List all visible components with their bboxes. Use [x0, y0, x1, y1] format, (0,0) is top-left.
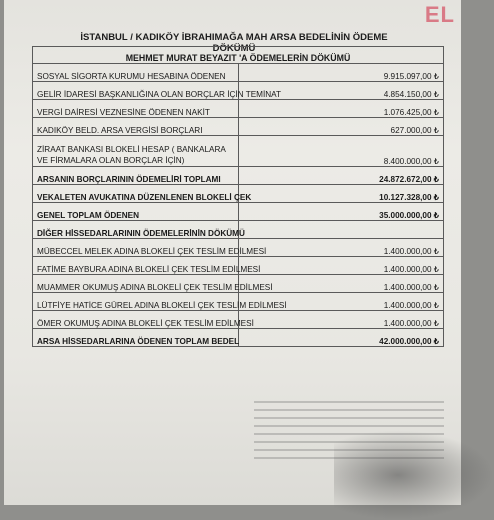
final-total-row	[33, 329, 444, 347]
row-amount: 4.854.150,00 ₺	[238, 82, 444, 100]
table-row	[33, 293, 444, 311]
row-label: LÜTFİYE HATİCE GÜREL ADINA BLOKELİ ÇEK TESLİM EDİLMESİ	[33, 293, 239, 311]
photo-shadow	[334, 430, 494, 520]
table-row	[33, 257, 444, 275]
row-label: KADIKÖY BELD. ARSA VERGİSİ BORÇLARI	[33, 118, 239, 136]
subtotal-amount: 24.872.672,00 ₺	[238, 167, 444, 185]
attorney-row	[33, 185, 444, 203]
row-amount: 8.400.000,00 ₺	[238, 136, 444, 167]
row-amount: 1.400.000,00 ₺	[238, 293, 444, 311]
table-row	[33, 82, 444, 100]
document-page	[4, 0, 461, 505]
row-label: VERGİ DAİRESİ VEZNESİNE ÖDENEN NAKİT	[33, 100, 239, 118]
table-row	[33, 136, 444, 167]
final-total-label: ARSA HİSSEDARLARINA ÖDENEN TOPLAM BEDEL	[33, 329, 239, 347]
attorney-amount: 10.127.328,00 ₺	[238, 185, 444, 203]
empty-cell	[238, 221, 444, 239]
row-label: GELİR İDARESİ BAŞKANLIĞINA OLAN BORÇLAR İÇİN TEMİNAT	[33, 82, 239, 100]
general-total-row	[33, 203, 444, 221]
row-amount: 1.400.000,00 ₺	[238, 239, 444, 257]
attorney-label: VEKALETEN AVUKATINA DÜZENLENEN BLOKELİ ÇEK	[33, 185, 239, 203]
subtotal-label: ARSANIN BORÇLARININ ÖDEMELİRİ TOPLAMI	[33, 167, 239, 185]
row-label: MÜBECCEL MELEK ADINA BLOKELİ ÇEK TESLİM EDİLMESİ	[33, 239, 239, 257]
row-amount: 1.400.000,00 ₺	[238, 257, 444, 275]
table-row	[33, 118, 444, 136]
payment-table	[32, 46, 444, 347]
section-header-row	[33, 221, 444, 239]
row-label: SOSYAL SİGORTA KURUMU HESABINA ÖDENEN	[33, 64, 239, 82]
table-row	[33, 311, 444, 329]
table-row	[33, 275, 444, 293]
final-total-amount: 42.000.000,00 ₺	[238, 329, 444, 347]
section-header: DİĞER HİSSEDARLARININ ÖDEMELERİNİN DÖKÜMÜ	[33, 221, 239, 239]
general-total-amount: 35.000.000,00 ₺	[238, 203, 444, 221]
table-row	[33, 100, 444, 118]
row-amount: 1.400.000,00 ₺	[238, 311, 444, 329]
subtotal-row	[33, 167, 444, 185]
table-row	[33, 239, 444, 257]
document-title: İSTANBUL / KADIKÖY İBRAHIMAĞA MAH ARSA BEDELİNİN ÖDEME DÖKÜMÜ	[80, 32, 388, 54]
row-label: MUAMMER OKUMUŞ ADINA BLOKELİ ÇEK TESLİM EDİLMESİ	[33, 275, 239, 293]
general-total-label: GENEL TOPLAM ÖDENEN	[33, 203, 239, 221]
row-amount: 9.915.097,00 ₺	[238, 64, 444, 82]
section-header: MEHMET MURAT BEYAZIT 'A ÖDEMELERİN DÖKÜMÜ	[33, 47, 444, 64]
table-row	[33, 64, 444, 82]
section-header-row	[33, 47, 444, 64]
stamp-mark: EL	[424, 2, 455, 27]
row-amount: 1.400.000,00 ₺	[238, 275, 444, 293]
row-amount: 1.076.425,00 ₺	[238, 100, 444, 118]
row-label: ÖMER OKUMUŞ ADINA BLOKELİ ÇEK TESLİM EDİLMESİ	[33, 311, 239, 329]
row-label: ZİRAAT BANKASI BLOKELİ HESAP ( BANKALARA VE FİRMALARA OLAN BORÇLAR İÇİN)	[33, 136, 239, 167]
row-label: FATİME BAYBURA ADINA BLOKELİ ÇEK TESLİM EDİLMESİ	[33, 257, 239, 275]
row-amount: 627.000,00 ₺	[238, 118, 444, 136]
